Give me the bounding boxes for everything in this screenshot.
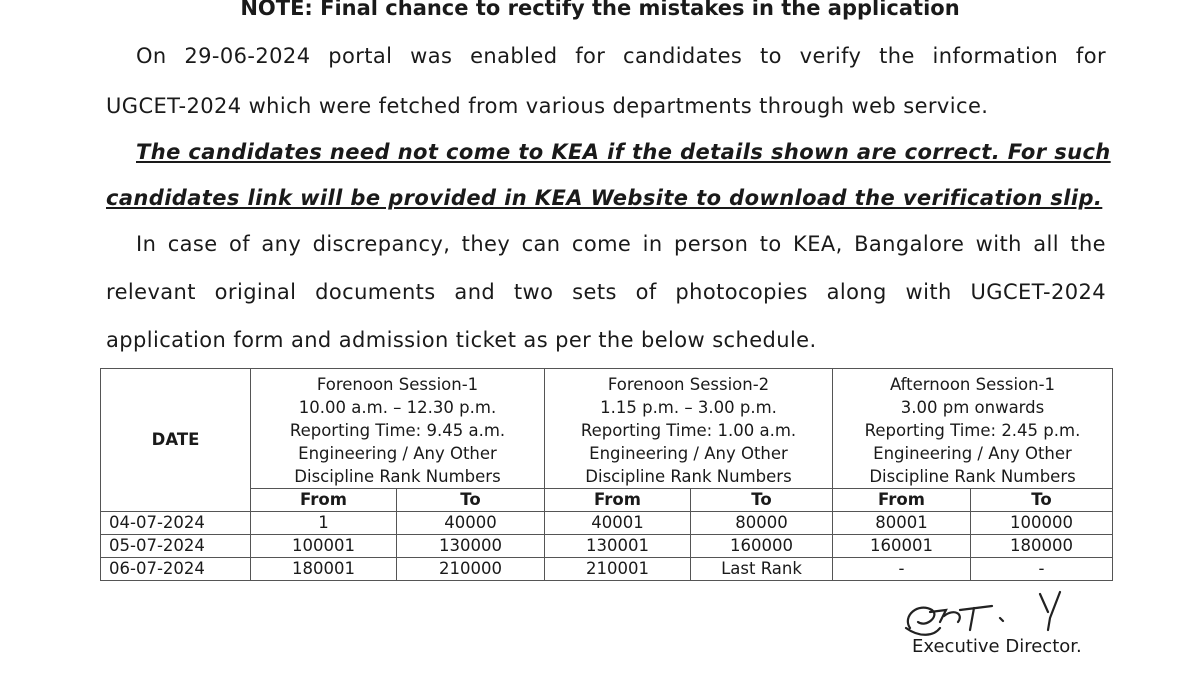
rank-cell: 100000 (971, 512, 1113, 535)
to-header: To (397, 489, 545, 512)
rank-cell: Last Rank (691, 558, 833, 581)
paragraph-1-line-2: UGCET-2024 which were fetched from various departments through web service. (106, 94, 989, 118)
reporting-time: Reporting Time: 1.00 a.m. (580, 421, 797, 440)
rank-cell: 210001 (545, 558, 691, 581)
rank-cell: 100001 (251, 535, 397, 558)
rank-cell: - (971, 558, 1113, 581)
rank-cell: 80000 (691, 512, 833, 535)
paragraph-2-line-2: candidates link will be provided in KEA Website to download the verification slip. (106, 186, 1103, 210)
rank-cell: - (833, 558, 971, 581)
to-header: To (971, 489, 1113, 512)
session-time: 3.00 pm onwards (900, 398, 1045, 417)
date-cell: 06-07-2024 (101, 558, 251, 581)
category-line-2: Discipline Rank Numbers (869, 467, 1076, 486)
session-3-header (833, 369, 1113, 489)
rank-cell: 40000 (397, 512, 545, 535)
paragraph-3-line-2: relevant original documents and two sets of photocopies along with UGCET-2024 (106, 280, 1106, 304)
session-name: Forenoon Session-1 (316, 375, 479, 394)
from-header: From (545, 489, 691, 512)
date-cell: 04-07-2024 (101, 512, 251, 535)
session-name: Forenoon Session-2 (607, 375, 770, 394)
date-cell: 05-07-2024 (101, 535, 251, 558)
session-time: 1.15 p.m. – 3.00 p.m. (600, 398, 777, 417)
table-row (101, 558, 1113, 581)
table-row (101, 535, 1113, 558)
from-to-header-row (101, 489, 1113, 512)
reporting-time: Reporting Time: 9.45 a.m. (289, 421, 506, 440)
date-header: DATE (101, 369, 251, 512)
session-2-header (545, 369, 833, 489)
rank-cell: 180000 (971, 535, 1113, 558)
category-line-1: Engineering / Any Other (298, 444, 497, 463)
category-line-2: Discipline Rank Numbers (585, 467, 792, 486)
from-header: From (833, 489, 971, 512)
note-heading: NOTE: Final chance to rectify the mistakes in the application (240, 0, 960, 20)
table-row (101, 512, 1113, 535)
session-1-header (251, 369, 545, 489)
signatory-title: Executive Director. (912, 636, 1082, 657)
category-line-1: Engineering / Any Other (589, 444, 788, 463)
paragraph-2-line-1: The candidates need not come to KEA if the details shown are correct. For such (136, 140, 1111, 164)
rank-cell: 160000 (691, 535, 833, 558)
rank-cell: 130001 (545, 535, 691, 558)
session-time: 10.00 a.m. – 12.30 p.m. (298, 398, 497, 417)
schedule-table (100, 368, 1113, 581)
rank-cell: 210000 (397, 558, 545, 581)
rank-cell: 130000 (397, 535, 545, 558)
rank-cell: 80001 (833, 512, 971, 535)
rank-cell: 180001 (251, 558, 397, 581)
category-line-1: Engineering / Any Other (873, 444, 1072, 463)
session-name: Afternoon Session-1 (889, 375, 1056, 394)
paragraph-3-line-1: In case of any discrepancy, they can come in person to KEA, Bangalore with all the (136, 232, 1106, 256)
to-header: To (691, 489, 833, 512)
from-header: From (251, 489, 397, 512)
category-line-2: Discipline Rank Numbers (294, 467, 501, 486)
rank-cell: 160001 (833, 535, 971, 558)
rank-cell: 40001 (545, 512, 691, 535)
reporting-time: Reporting Time: 2.45 p.m. (864, 421, 1081, 440)
rank-cell: 1 (251, 512, 397, 535)
paragraph-1-line-1: On 29-06-2024 portal was enabled for candidates to verify the information for (136, 44, 1106, 68)
paragraph-3-line-3: application form and admission ticket as per the below schedule. (106, 328, 817, 352)
table-header-row (101, 369, 1113, 489)
